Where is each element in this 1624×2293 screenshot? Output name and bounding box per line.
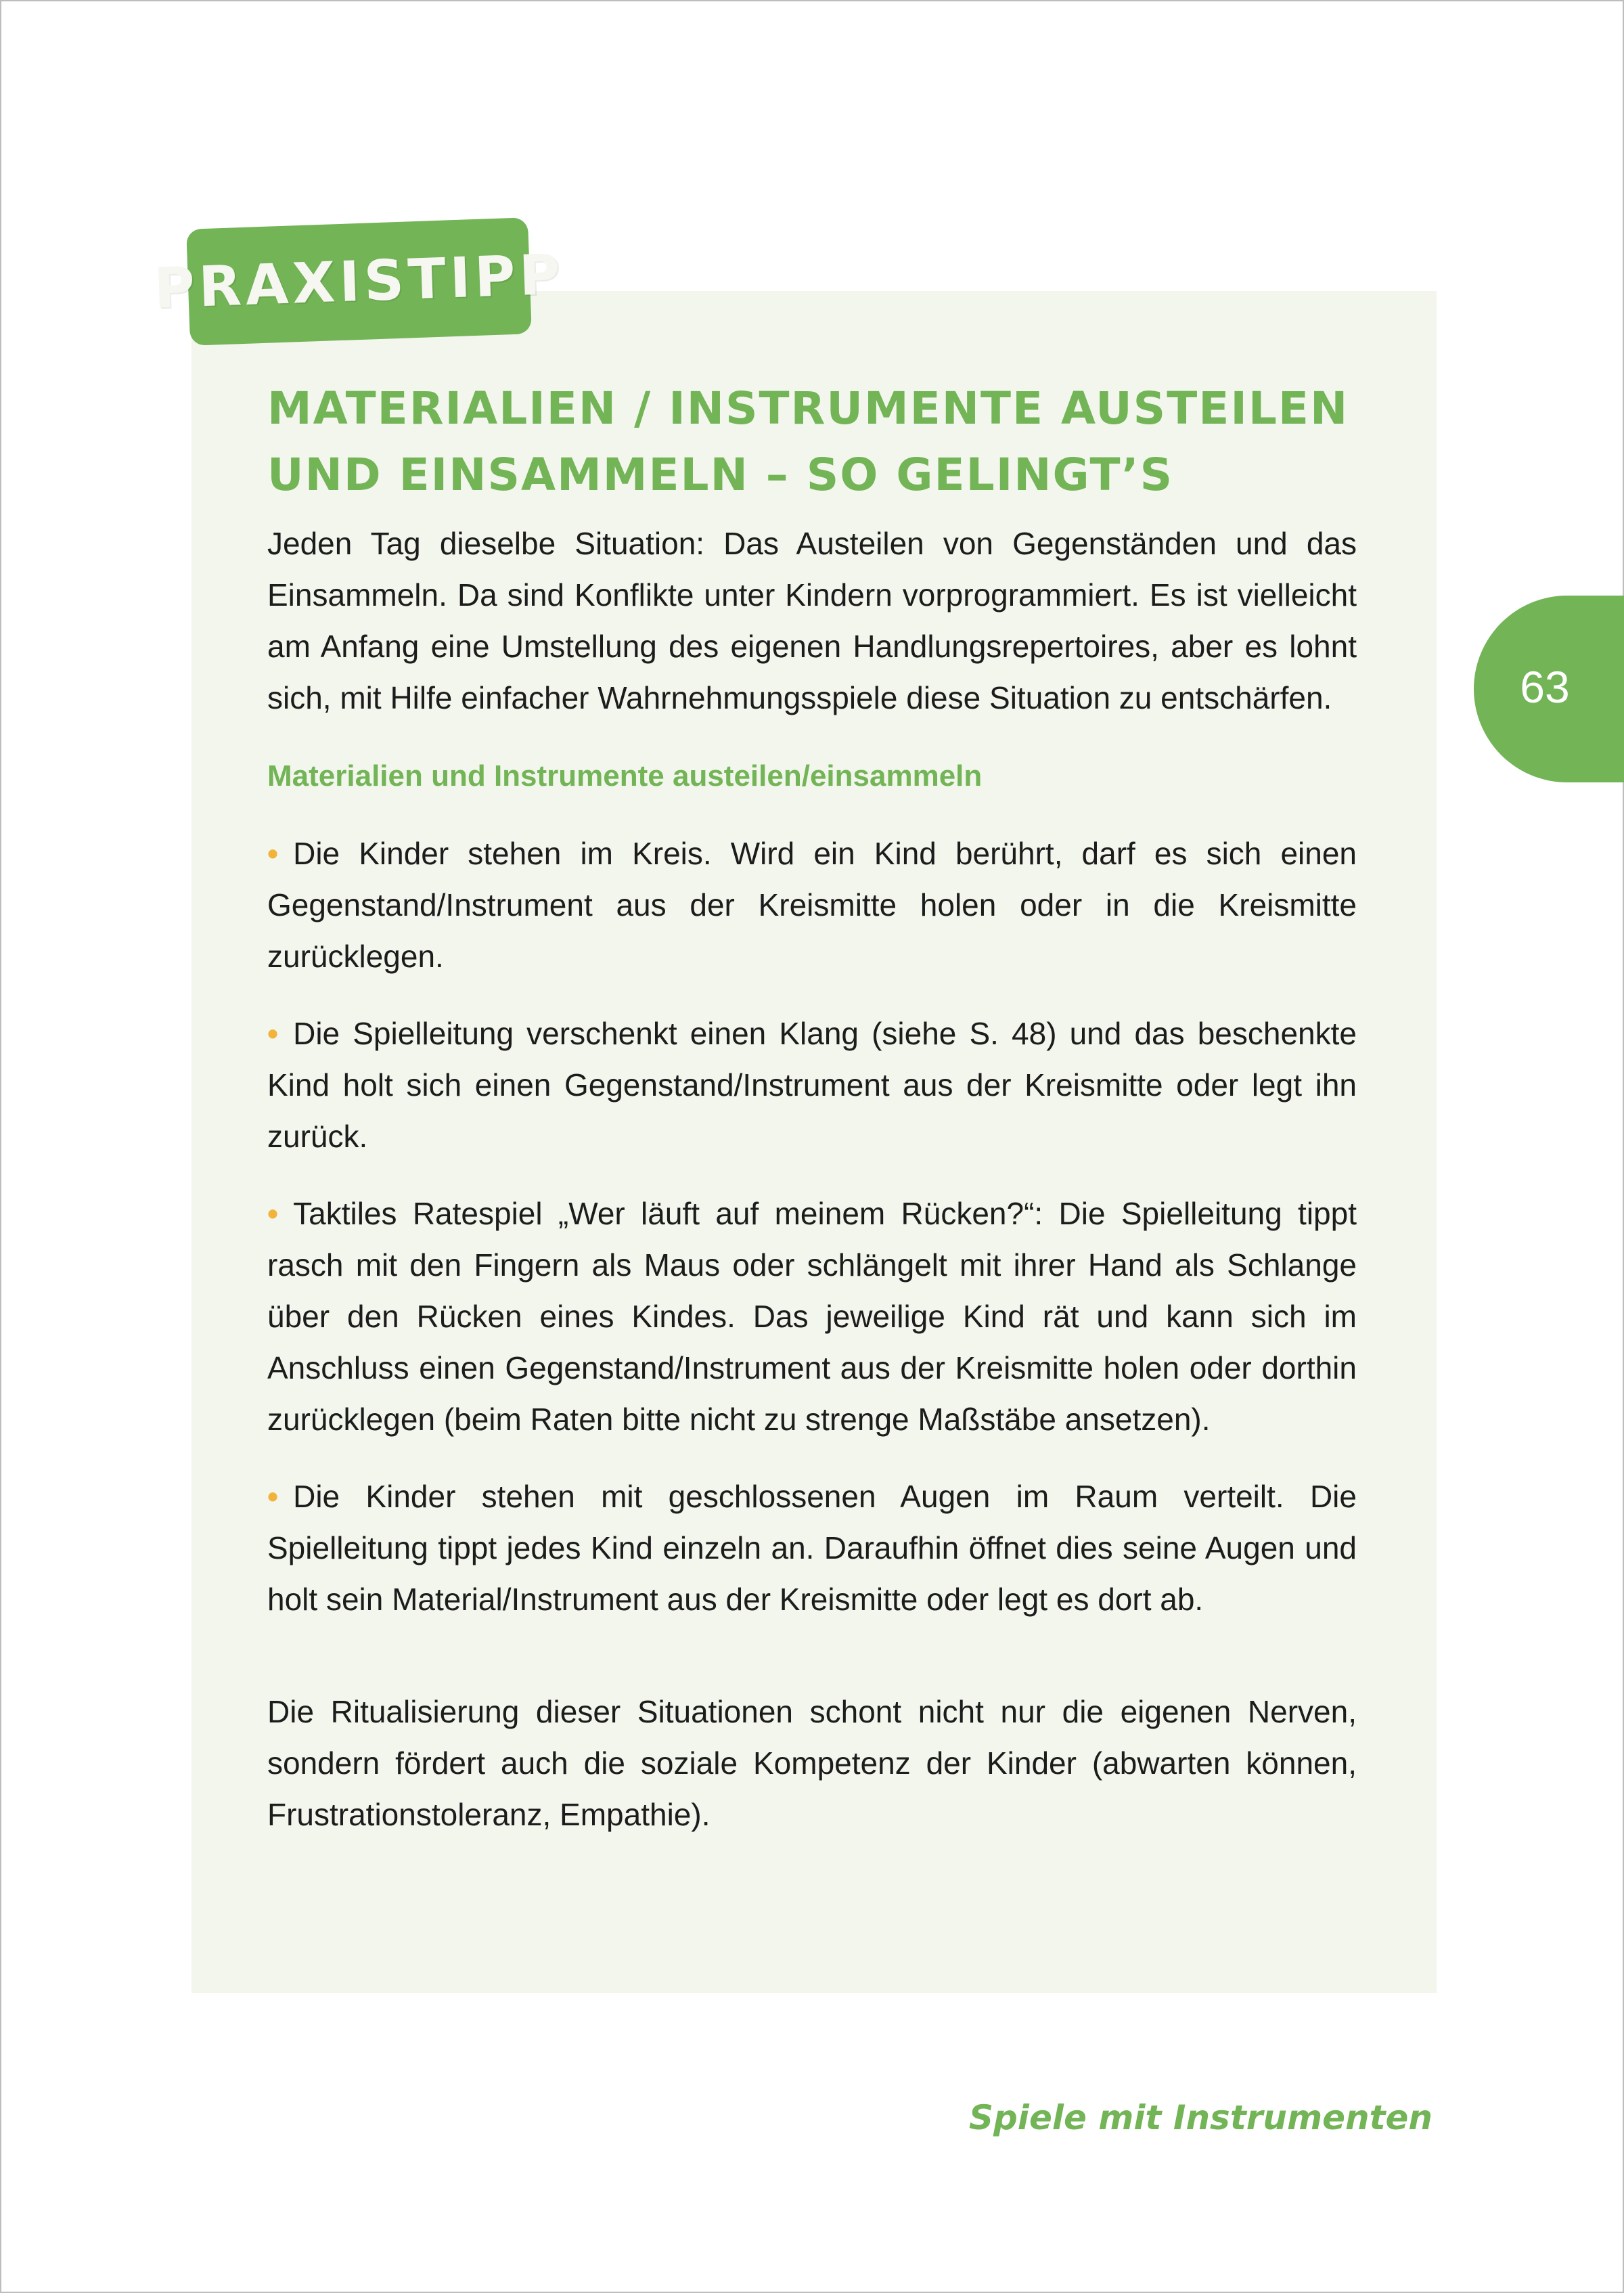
running-footer: Spiele mit Instrumenten (969, 2098, 1433, 2137)
list-item (267, 1471, 1357, 1625)
list-item-text: Taktiles Ratespiel „Wer läuft auf meinem Rücken?“: Die Spielleitung tippt rasch mit den Fingern als Maus oder schlängelt mit ihrer Hand als Schlange über den Rücken eines Kindes. Das jeweilige Kind rät und kann sich im Anschluss einen Gegenstand/Instrument aus der Kreismitte holen oder dorthin zurücklegen (beim Raten bitte nicht zu strenge Maßstäbe ansetzen). (267, 1196, 1357, 1437)
list-item-text: Die Kinder stehen mit geschlossenen Augen im Raum verteilt. Die Spielleitung tippt jedes Kind einzeln an. Daraufhin öffnet dies seine Augen und holt sein Material/Instrument aus der Kreismitte oder legt es dort ab. (267, 1479, 1357, 1617)
list-item (267, 828, 1357, 982)
tip-subheading: Materialien und Instrumente austeilen/einsammeln (267, 759, 983, 793)
praxistipp-badge (152, 217, 566, 346)
bullet-dot-icon: • (267, 1479, 279, 1514)
tip-content (267, 376, 1357, 1840)
list-item (267, 1188, 1357, 1445)
list-item (267, 1008, 1357, 1162)
bullet-list (267, 828, 1357, 1625)
bullet-dot-icon: • (267, 1016, 279, 1051)
bullet-dot-icon: • (267, 836, 279, 871)
intro-paragraph: Jeden Tag dieselbe Situation: Das Austeilen von Gegenständen und das Einsammeln. Da sind Konflikte unter Kindern vorprogrammiert. Es ist vielleicht am Anfang eine Umstellung des eigenen Handlungsrepertoires, aber es lohnt sich, mit Hilfe einfacher Wahrnehmungsspiele diese Situation zu entschärfen. (267, 526, 1357, 715)
list-item-text: Die Spielleitung verschenkt einen Klang (siehe S. 48) und das beschenkte Kind holt sich einen Gegenstand/Instrument aus der Kreismitte oder legt ihn zurück. (267, 1016, 1357, 1154)
list-item-text: Die Kinder stehen im Kreis. Wird ein Kind berührt, darf es sich einen Gegenstand/Instrument aus der Kreismitte holen oder in die Kreismitte zurücklegen. (267, 836, 1357, 974)
page-number: 63 (1520, 662, 1570, 712)
bullet-dot-icon: • (267, 1196, 279, 1231)
badge-label: PRAXISTIPP (152, 242, 566, 321)
closing-paragraph: Die Ritualisierung dieser Situationen schont nicht nur die eigenen Nerven, sondern fördert auch die soziale Kompetenz der Kinder (abwarten können, Frustrationstoleranz, Empathie). (267, 1694, 1357, 1832)
tip-heading: MATERIALIEN / INSTRUMENTE AUSTEILEN UND EINSAMMELN – SO GELINGT’S (267, 382, 1349, 501)
